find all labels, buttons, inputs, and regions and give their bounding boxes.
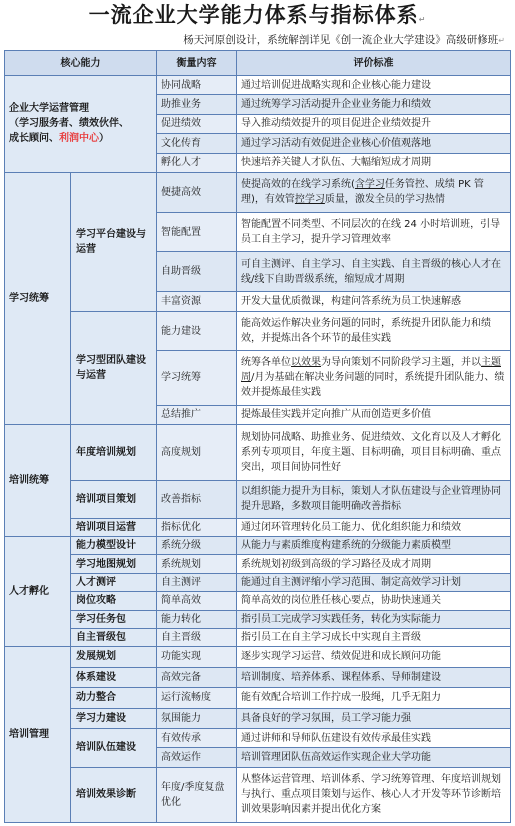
header-measure: 衡量内容: [157, 51, 237, 76]
section-talent-incubation: 人才孵化: [5, 537, 71, 647]
table-row: [5, 172, 511, 212]
table-row: [5, 424, 511, 480]
measure-cell: 高效完备: [157, 667, 237, 687]
measure-cell: 总结推广: [157, 405, 237, 424]
criteria-cell: 快速培养关键人才队伍、大幅缩短成才周期: [237, 153, 511, 172]
group-training-team: 培训队伍建设: [71, 728, 157, 767]
table-row: [5, 688, 511, 708]
table-row: [5, 555, 511, 573]
level2-cell: 岗位攻略: [71, 592, 157, 610]
page-subtitle: 杨天河原创设计，系统解剖详见《创一流企业大学建设》高级研修班↵: [183, 34, 505, 46]
measure-cell: 高度规划: [157, 424, 237, 480]
section-learning-coordination: 学习统筹: [5, 172, 71, 424]
section-training-coordination: 培训统筹: [5, 424, 71, 536]
table-row: [5, 610, 511, 628]
criteria-cell: 统筹各单位以效果为导向策划不同阶段学习主题，并以主题周/月为基础在解决业务问题的同时，系统提升团队能力、绩效并提炼最佳实践: [237, 351, 511, 405]
measure-cell: 运行流畅度: [157, 688, 237, 708]
measure-cell: 能力转化: [157, 610, 237, 628]
group-platform: 学习平台建设与运营: [71, 172, 157, 311]
criteria-cell: 规划协同战略、助推业务、促进绩效、文化育以及人才孵化系列专项项目，年度主题、目标明确，项目目标明确、重点突出，项目间协同性好: [237, 424, 511, 480]
criteria-cell: 从能力与素质维度构建系统的分级能力素质模型: [237, 537, 511, 555]
table-row: [5, 647, 511, 667]
capability-table: [4, 50, 511, 823]
table-row: [5, 518, 511, 536]
level2-cell: 体系建设: [71, 667, 157, 687]
criteria-cell: 逐步实现学习运营、绩效促进和成长顾问功能: [237, 647, 511, 667]
measure-cell: 能力建设: [157, 311, 237, 351]
criteria-cell: 通过培训促进战略实现和企业核心能力建设: [237, 76, 511, 95]
measure-cell: 系统分级: [157, 537, 237, 555]
level2-cell: 年度培训规划: [71, 424, 157, 480]
measure-cell: 学习统筹: [157, 351, 237, 405]
measure-cell: 高效运作: [157, 748, 237, 767]
criteria-cell: 能有效配合培训工作拧成一股绳，几乎无阻力: [237, 688, 511, 708]
level2-cell: 发展规划: [71, 647, 157, 667]
level2-cell: 自主晋级包: [71, 628, 157, 646]
measure-cell: 指标优化: [157, 518, 237, 536]
criteria-cell: 通过闭环管理转化员工能力、优化组织能力和绩效: [237, 518, 511, 536]
criteria-cell: 可自主测评、自主学习、自主实践、自主晋级的核心人才在线/线下自助晋级系统，缩短成才周期: [237, 252, 511, 292]
criteria-cell: 导入推动绩效提升的项目促进企业绩效提升: [237, 114, 511, 133]
measure-cell: 自主晋级: [157, 628, 237, 646]
criteria-cell: 智能配置不同类型、不同层次的在线 24 小时培训班，引导员工自主学习，提升学习管理效率: [237, 212, 511, 252]
measure-cell: 协同战略: [157, 76, 237, 95]
table-row: [5, 708, 511, 728]
table-row: [5, 667, 511, 687]
measure-cell: 助推业务: [157, 95, 237, 114]
criteria-cell: 具备良好的学习氛围，员工学习能力强: [237, 708, 511, 728]
table-row: [5, 573, 511, 591]
level2-cell: 学习地图规划: [71, 555, 157, 573]
level2-cell: 培训项目运营: [71, 518, 157, 536]
measure-cell: 自助晋级: [157, 252, 237, 292]
criteria-cell: 培训制度、培养体系、课程体系、导师制建设: [237, 667, 511, 687]
table-row: [5, 76, 511, 95]
group-team: 学习型团队建设与运营: [71, 311, 157, 424]
criteria-cell: 开发大量优质微课，构建问答系统为员工快速解惑: [237, 292, 511, 311]
level2-cell: 动力整合: [71, 688, 157, 708]
table-row: [5, 311, 511, 351]
criteria-cell: 培训管理团队伍高效运作实现企业大学功能: [237, 748, 511, 767]
criteria-cell: 提炼最佳实践并定向推广从而创造更多价值: [237, 405, 511, 424]
measure-cell: 有效传承: [157, 728, 237, 747]
measure-cell: 智能配置: [157, 212, 237, 252]
level2-cell: 学习任务包: [71, 610, 157, 628]
criteria-cell: 简单高效的岗位胜任核心要点，协助快速通关: [237, 592, 511, 610]
level2-cell: 人才测评: [71, 573, 157, 591]
section-operations: 企业大学运营管理 （学习服务者、绩效伙伴、 成长顾问、利润中心）: [5, 76, 157, 173]
level2-cell: 培训项目策划: [71, 481, 157, 519]
level2-cell: 培训效果诊断: [71, 767, 157, 822]
criteria-cell: 通过讲师和导师队伍建设有效传承最佳实践: [237, 728, 511, 747]
measure-cell: 孵化人才: [157, 153, 237, 172]
criteria-cell: 指引员工在自主学习成长中实现自主晋级: [237, 628, 511, 646]
header-row: [5, 51, 511, 76]
criteria-cell: 通过学习活动有效促进企业核心价值观落地: [237, 134, 511, 153]
measure-cell: 年度/季度复盘优化: [157, 767, 237, 822]
page-title: 一流企业大学能力体系与指标体系↵: [88, 3, 427, 27]
measure-cell: 促进绩效: [157, 114, 237, 133]
measure-cell: 自主测评: [157, 573, 237, 591]
table-row: [5, 481, 511, 519]
criteria-cell: 从整体运营管理、培训体系、学习统筹管理、年度培训规划与执行、重点项目策划与运作、核心人才开发等环节诊断培训效果影响因素并提出优化方案: [237, 767, 511, 822]
criteria-cell: 使提高效的在线学习系统(含学习任务管控、成绩 PK 管理)，有效管控学习质量，激发全员的学习热情: [237, 172, 511, 212]
measure-cell: 便捷高效: [157, 172, 237, 212]
section-training-management: 培训管理: [5, 647, 71, 823]
criteria-cell: 以组织能力提升为目标，策划人才队伍建设与企业管理协同提升思路，多数项目能明确改善指标: [237, 481, 511, 519]
table-row: [5, 728, 511, 747]
level2-cell: 学习力建设: [71, 708, 157, 728]
criteria-cell: 能高效运作解决业务问题的同时，系统提升团队能力和绩效，并提炼出各个环节的最佳实践: [237, 311, 511, 351]
criteria-cell: 能通过自主测评缩小学习范围、制定高效学习计划: [237, 573, 511, 591]
measure-cell: 功能实现: [157, 647, 237, 667]
measure-cell: 简单高效: [157, 592, 237, 610]
measure-cell: 系统规划: [157, 555, 237, 573]
header-core-ability: 核心能力: [5, 51, 157, 76]
table-row: [5, 537, 511, 555]
criteria-cell: 通过统筹学习活动提升企业业务能力和绩效: [237, 95, 511, 114]
table-row: [5, 767, 511, 822]
criteria-cell: 指引员工完成学习实践任务，转化为实际能力: [237, 610, 511, 628]
criteria-cell: 系统规划初级到高级的学习路径及成才周期: [237, 555, 511, 573]
table-row: [5, 628, 511, 646]
table-row: [5, 592, 511, 610]
measure-cell: 丰富资源: [157, 292, 237, 311]
level2-cell: 能力模型设计: [71, 537, 157, 555]
measure-cell: 改善指标: [157, 481, 237, 519]
header-criteria: 评价标准: [237, 51, 511, 76]
measure-cell: 氛围能力: [157, 708, 237, 728]
measure-cell: 文化传育: [157, 134, 237, 153]
